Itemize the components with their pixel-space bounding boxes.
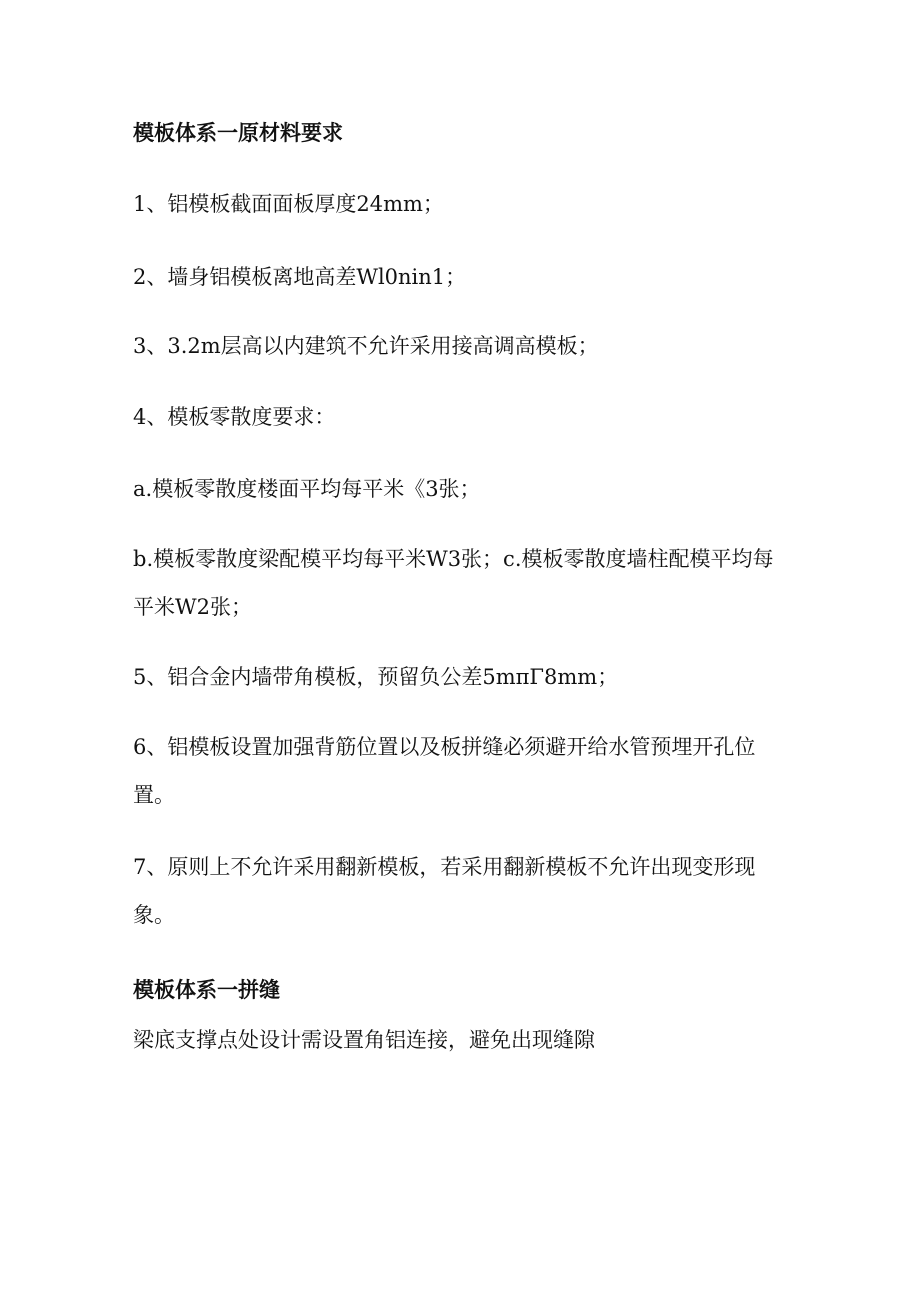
paragraph: 梁底支撑点处设计需设置角铝连接，避免出现缝隙 — [133, 1028, 595, 1052]
list-item: 1、铝模板截面面板厚度24mm； — [133, 192, 444, 216]
section-heading-joints: 模板体系一拼缝 — [133, 978, 280, 1002]
list-item: 7、原则上不允许采用翻新模板，若采用翻新模板不允许出现变形现象。 — [133, 855, 756, 927]
list-item: a.模板零散度楼面平均每平米《3张； — [133, 477, 481, 501]
section-heading-materials: 模板体系一原材料要求 — [133, 121, 343, 145]
list-item: 3、3.2m层高以内建筑不允许采用接高调高模板； — [133, 334, 599, 358]
list-item: b.模板零散度梁配模平均每平米W3张；c.模板零散度墙柱配模平均每平米W2张； — [133, 547, 774, 619]
list-item: 6、铝模板设置加强背筋位置以及板拼缝必须避开给水管预埋开孔位置。 — [133, 735, 756, 807]
list-item: 4、模板零散度要求： — [133, 405, 336, 429]
list-item: 2、墙身铝模板离地高差Wl0nin1； — [133, 265, 467, 289]
list-item: 5、铝合金内墙带角模板，预留负公差5mπΓ8mm； — [133, 665, 619, 689]
